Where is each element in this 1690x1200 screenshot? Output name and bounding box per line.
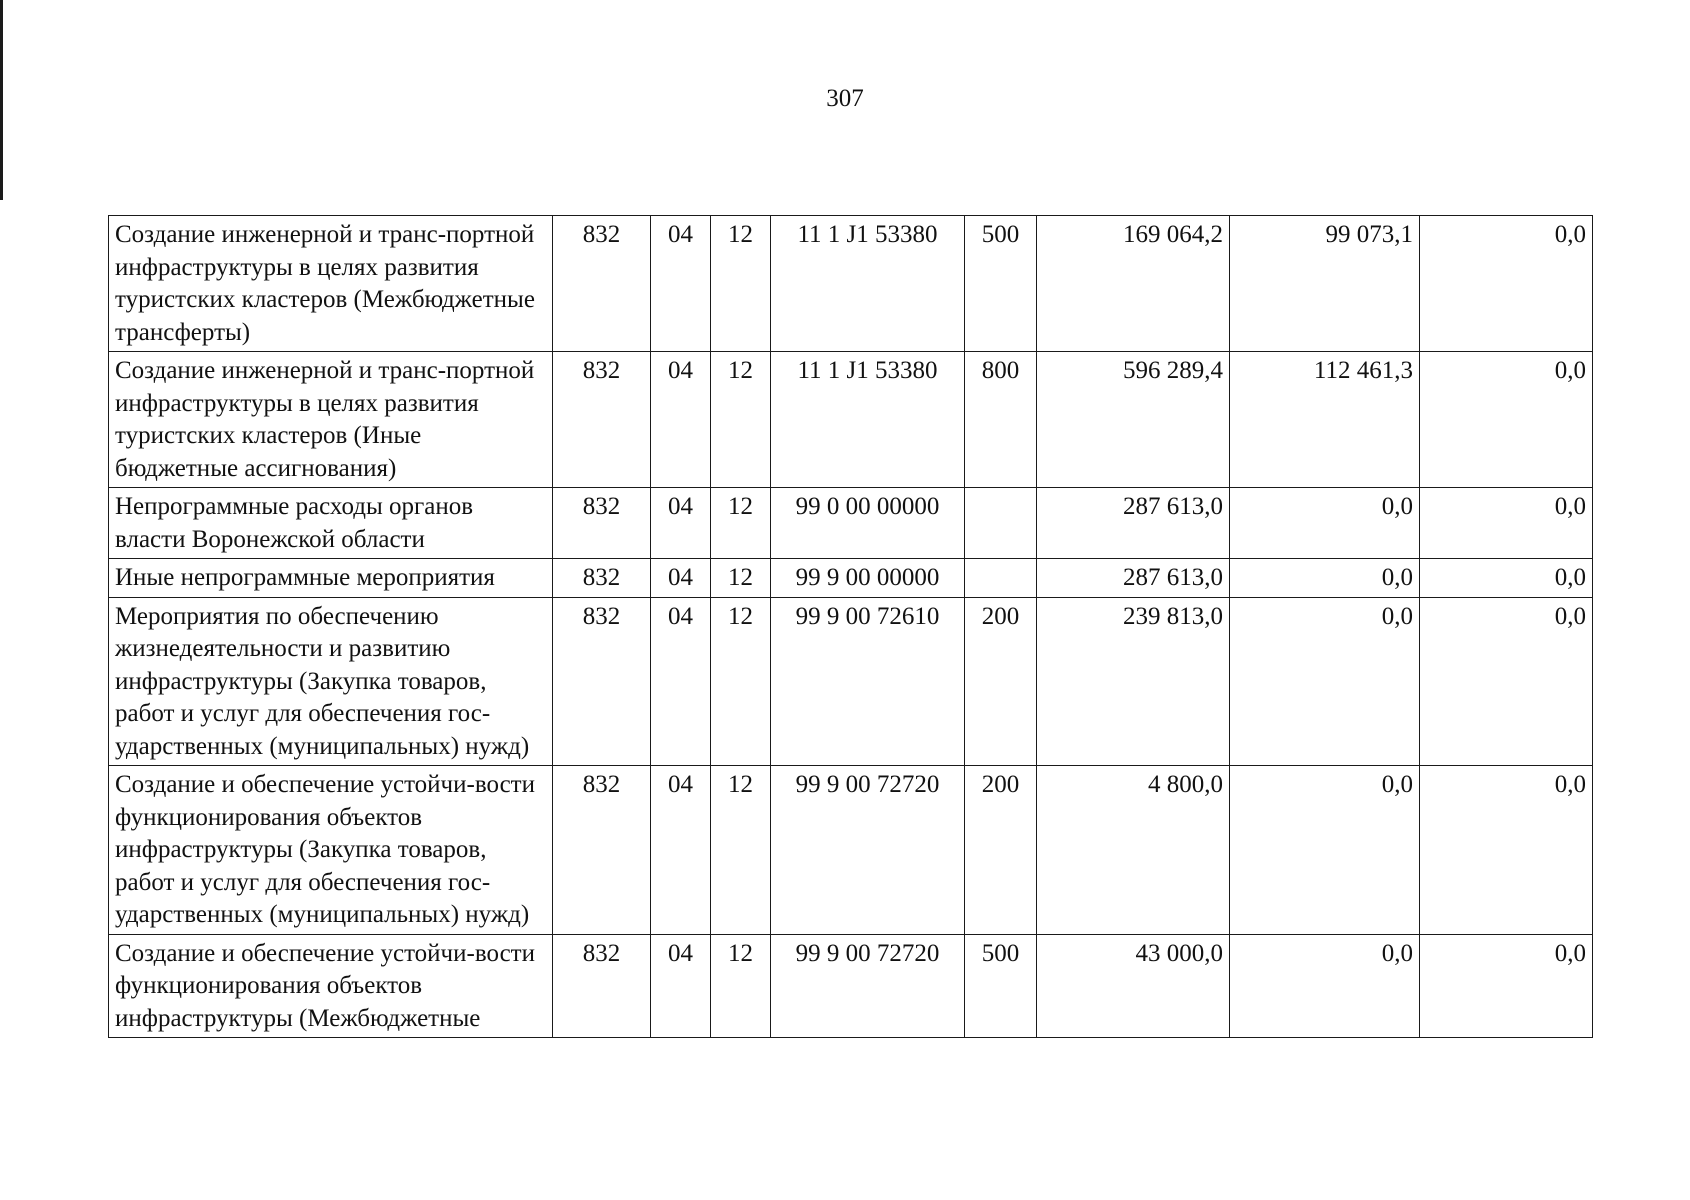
amount-1-cell: 169 064,2 [1037, 216, 1230, 352]
section-code-cell: 04 [651, 766, 711, 935]
amount-2-cell: 0,0 [1230, 488, 1420, 559]
target-article-cell: 99 9 00 72720 [771, 934, 965, 1038]
amount-2-cell: 0,0 [1230, 934, 1420, 1038]
target-article-cell: 99 0 00 00000 [771, 488, 965, 559]
budget-table [108, 215, 1593, 1038]
target-article-cell: 11 1 J1 53380 [771, 352, 965, 488]
table-row [109, 766, 1593, 935]
amount-1-cell: 239 813,0 [1037, 597, 1230, 766]
amount-1-cell: 287 613,0 [1037, 488, 1230, 559]
amount-2-cell: 0,0 [1230, 766, 1420, 935]
subsection-code-cell: 12 [711, 559, 771, 598]
target-article-cell: 11 1 J1 53380 [771, 216, 965, 352]
subsection-code-cell: 12 [711, 766, 771, 935]
section-code-cell: 04 [651, 352, 711, 488]
expense-type-cell: 200 [965, 597, 1037, 766]
ministry-code-cell: 832 [553, 216, 651, 352]
target-article-cell: 99 9 00 72720 [771, 766, 965, 935]
expense-type-cell [965, 488, 1037, 559]
section-code-cell: 04 [651, 559, 711, 598]
table-row [109, 352, 1593, 488]
ministry-code-cell: 832 [553, 597, 651, 766]
target-article-cell: 99 9 00 72610 [771, 597, 965, 766]
page-number: 307 [826, 85, 864, 112]
amount-3-cell: 0,0 [1420, 559, 1593, 598]
amount-3-cell: 0,0 [1420, 597, 1593, 766]
amount-3-cell: 0,0 [1420, 352, 1593, 488]
amount-3-cell: 0,0 [1420, 766, 1593, 935]
amount-1-cell: 287 613,0 [1037, 559, 1230, 598]
subsection-code-cell: 12 [711, 934, 771, 1038]
section-code-cell: 04 [651, 934, 711, 1038]
amount-1-cell: 4 800,0 [1037, 766, 1230, 935]
amount-3-cell: 0,0 [1420, 488, 1593, 559]
amount-2-cell: 99 073,1 [1230, 216, 1420, 352]
ministry-code-cell: 832 [553, 559, 651, 598]
subsection-code-cell: 12 [711, 597, 771, 766]
amount-2-cell: 112 461,3 [1230, 352, 1420, 488]
expense-type-cell: 500 [965, 934, 1037, 1038]
amount-1-cell: 43 000,0 [1037, 934, 1230, 1038]
row-name-cell: Мероприятия по обеспечению жизнедеятельности и развитию инфраструктуры (Закупка товаров, работ и услуг для обеспечения гос-ударственных (муниципальных) нужд) [109, 597, 553, 766]
row-name-cell: Создание инженерной и транс-портной инфраструктуры в целях развития туристских кластеров (Межбюджетные трансферты) [109, 216, 553, 352]
table-row [109, 488, 1593, 559]
row-name-cell: Создание инженерной и транс-портной инфраструктуры в целях развития туристских кластеров (Иные бюджетные ассигнования) [109, 352, 553, 488]
section-code-cell: 04 [651, 488, 711, 559]
row-name-cell: Создание и обеспечение устойчи-вости функционирования объектов инфраструктуры (Межбюджетные [109, 934, 553, 1038]
ministry-code-cell: 832 [553, 766, 651, 935]
row-name-cell: Иные непрограммные мероприятия [109, 559, 553, 598]
table-row [109, 216, 1593, 352]
row-name-cell: Создание и обеспечение устойчи-вости функционирования объектов инфраструктуры (Закупка товаров, работ и услуг для обеспечения гос-ударственных (муниципальных) нужд) [109, 766, 553, 935]
amount-2-cell: 0,0 [1230, 597, 1420, 766]
section-code-cell: 04 [651, 216, 711, 352]
expense-type-cell: 800 [965, 352, 1037, 488]
ministry-code-cell: 832 [553, 488, 651, 559]
amount-3-cell: 0,0 [1420, 216, 1593, 352]
amount-1-cell: 596 289,4 [1037, 352, 1230, 488]
table-row [109, 597, 1593, 766]
row-name-cell: Непрограммные расходы органов власти Воронежской области [109, 488, 553, 559]
amount-2-cell: 0,0 [1230, 559, 1420, 598]
expense-type-cell: 200 [965, 766, 1037, 935]
table-row [109, 934, 1593, 1038]
target-article-cell: 99 9 00 00000 [771, 559, 965, 598]
expense-type-cell: 500 [965, 216, 1037, 352]
amount-3-cell: 0,0 [1420, 934, 1593, 1038]
subsection-code-cell: 12 [711, 352, 771, 488]
subsection-code-cell: 12 [711, 488, 771, 559]
ministry-code-cell: 832 [553, 934, 651, 1038]
section-code-cell: 04 [651, 597, 711, 766]
ministry-code-cell: 832 [553, 352, 651, 488]
table-row [109, 559, 1593, 598]
subsection-code-cell: 12 [711, 216, 771, 352]
expense-type-cell [965, 559, 1037, 598]
